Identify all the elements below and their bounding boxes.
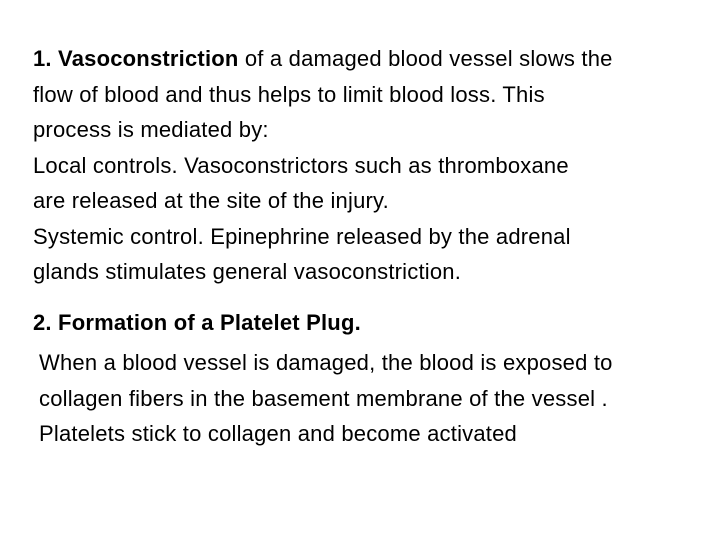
vasoconstriction-paragraph	[33, 41, 703, 290]
paragraph-line: glands stimulates general vasoconstriction.	[33, 259, 462, 284]
vasoconstriction-term: 1. Vasoconstriction	[33, 46, 239, 71]
intro-text: of a damaged blood vessel slows the	[238, 46, 613, 71]
paragraph-line: process is mediated by:	[33, 117, 269, 142]
platelet-plug-paragraph	[39, 345, 714, 452]
paragraph-line: Systemic control. Epinephrine released by the adrenal	[33, 223, 571, 249]
paragraph-line: flow of blood and thus helps to limit blood loss. This	[33, 81, 545, 107]
paragraph-line: Platelets stick to collagen and become activated	[39, 421, 517, 446]
paragraph-line: collagen fibers in the basement membrane of the vessel .	[39, 385, 608, 411]
platelet-plug-heading: 2. Formation of a Platelet Plug.	[33, 310, 361, 335]
paragraph-line: When a blood vessel is damaged, the blood is exposed to	[39, 350, 613, 375]
paragraph-line: are released at the site of the injury.	[33, 188, 389, 213]
paragraph-line: Local controls. Vasoconstrictors such as thromboxane	[33, 152, 569, 178]
paragraph-line	[33, 41, 703, 77]
